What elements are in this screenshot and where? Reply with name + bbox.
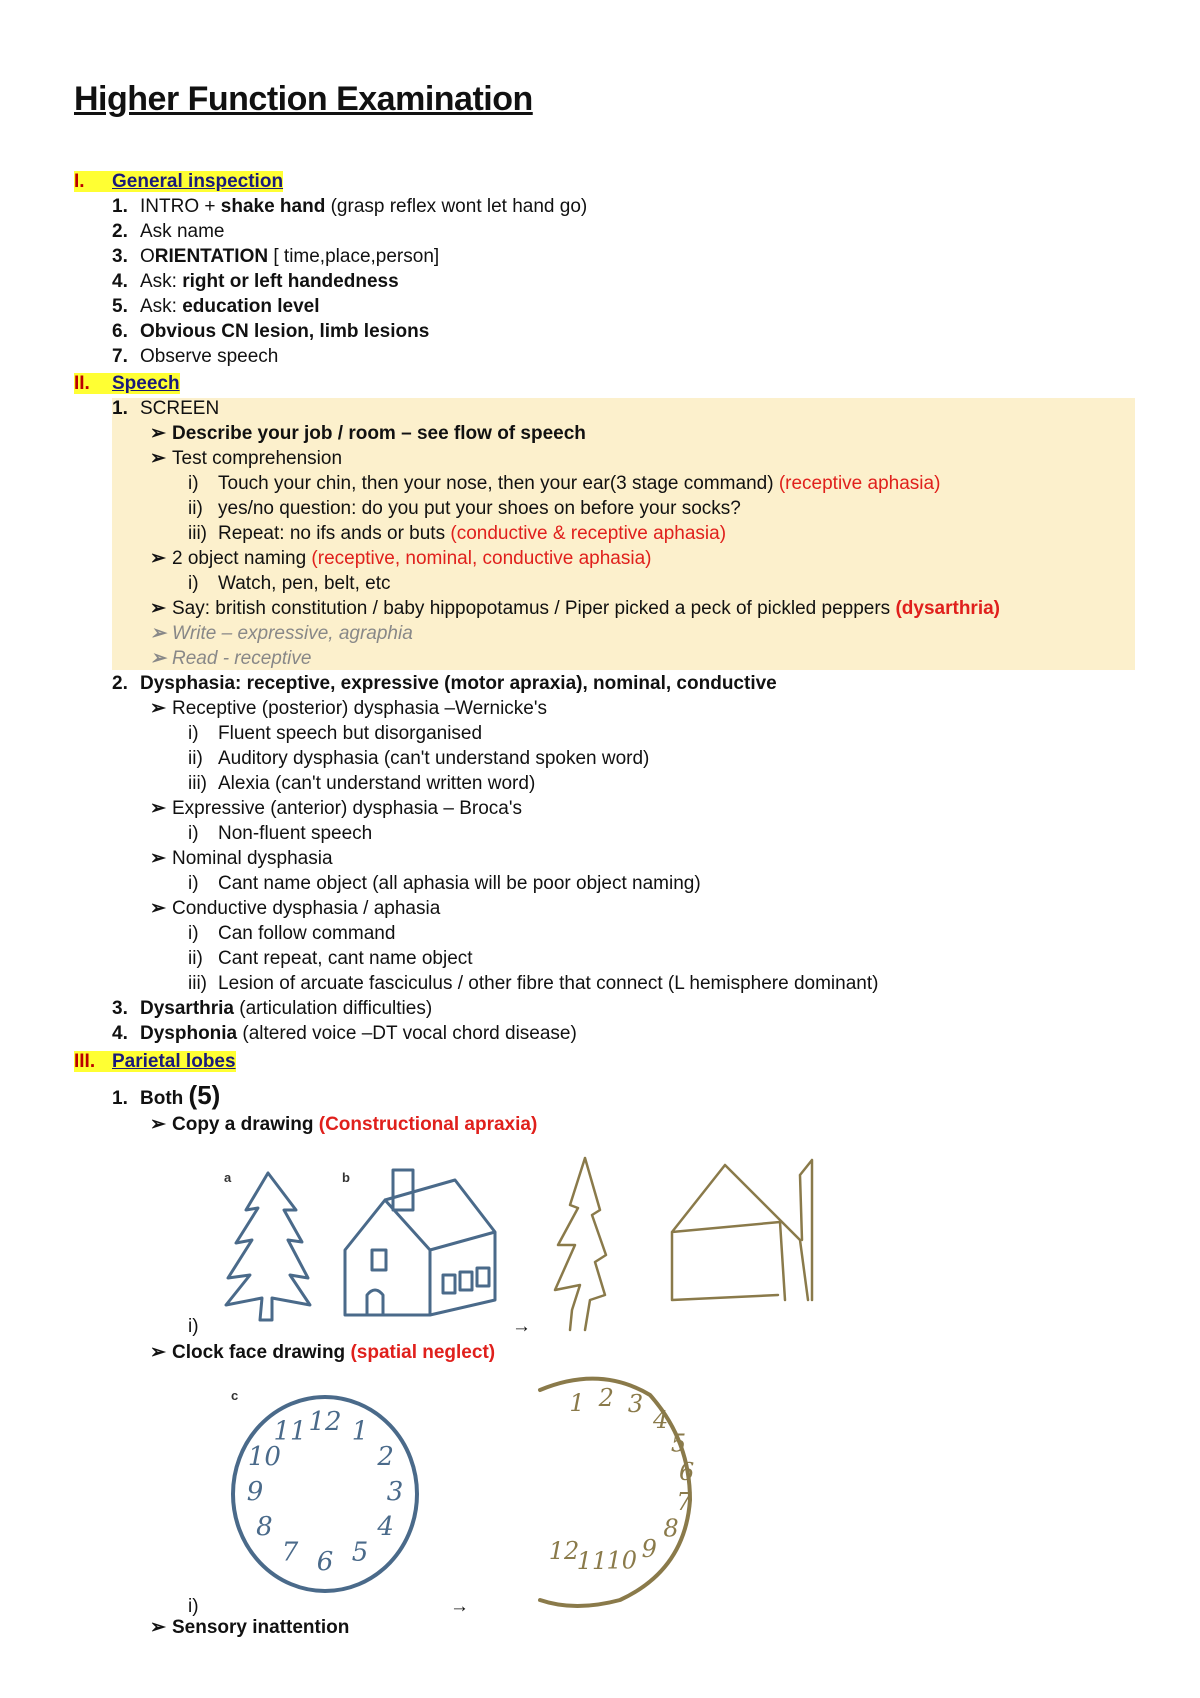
arrow-bullet-icon: ➢ <box>150 1617 166 1638</box>
clock-digit: 6 <box>678 1458 695 1487</box>
arrow-bullet-icon: ➢ <box>150 623 166 644</box>
clock-digit: 4 <box>652 1405 669 1434</box>
right-arrow-icon: → <box>450 1596 469 1617</box>
clock-digit: 10 <box>247 1442 281 1472</box>
arrow-bullet-icon: ➢ <box>150 598 166 619</box>
clock-digit: 9 <box>246 1477 264 1507</box>
section-heading-speech: II. Speech <box>74 373 180 394</box>
clock-digit: 5 <box>351 1537 369 1568</box>
section-heading-general: I. General inspection <box>74 171 284 192</box>
bullet-item: ➢ Write – expressive, agraphia <box>150 623 413 644</box>
sub-item: i) Touch your chin, then your nose, then your ear(3 stage command) (receptive aphasia) <box>188 473 941 494</box>
clock-digit: 1 <box>351 1416 369 1447</box>
clock-digit: 11 <box>576 1547 608 1575</box>
sub-item: ii) Auditory dysphasia (can't understand spoken word) <box>188 748 650 769</box>
list-item: 2. Ask name <box>112 221 225 242</box>
bullet-item: ➢ Describe your job / room – see flow of speech <box>150 423 586 444</box>
sub-item: i) Cant name object (all aphasia will be poor object naming) <box>188 873 701 894</box>
arrow-bullet-icon: ➢ <box>150 1114 166 1135</box>
sub-item: iii) Lesion of arcuate fasciculus / other fibre that connect (L hemisphere dominant) <box>188 973 879 994</box>
sub-item: i) Non-fluent speech <box>188 823 373 844</box>
clock-digit: 5 <box>670 1429 687 1458</box>
figure-label-a: a <box>224 1170 232 1185</box>
list-item: 3. Dysarthria (articulation difficulties) <box>112 998 433 1019</box>
list-item: 6. Obvious CN lesion, limb lesions <box>112 321 430 342</box>
clock-digit: 9 <box>641 1535 657 1563</box>
list-item: 3. ORIENTATION [ time,place,person] <box>112 246 440 267</box>
bullet-item: ➢ 2 object naming (receptive, nominal, conductive aphasia) <box>150 548 652 569</box>
list-item: 4. Ask: right or left handedness <box>112 271 399 292</box>
clock-digit: 2 <box>598 1384 614 1412</box>
clock-digit: 3 <box>627 1389 644 1418</box>
bullet-item: ➢ Sensory inattention <box>150 1617 350 1638</box>
bullet-item: ➢ Clock face drawing (spatial neglect) <box>150 1342 496 1363</box>
bullet-item: ➢ Copy a drawing (Constructional apraxia) <box>150 1114 538 1135</box>
clock-digit: 7 <box>676 1487 692 1516</box>
list-item: 1. SCREEN <box>112 398 220 419</box>
figure-label-c: c <box>231 1388 239 1403</box>
clock-digit: 12 <box>548 1537 580 1565</box>
sub-item: iii) Repeat: no ifs ands or buts (conductive & receptive aphasia) <box>188 523 727 544</box>
arrow-bullet-icon: ➢ <box>150 798 166 819</box>
arrow-bullet-icon: ➢ <box>150 448 166 469</box>
arrow-bullet-icon: ➢ <box>150 698 166 719</box>
arrow-bullet-icon: ➢ <box>150 423 166 444</box>
sub-item: ii) Cant repeat, cant name object <box>188 948 473 969</box>
clock-digit: 7 <box>281 1537 299 1568</box>
arrow-bullet-icon: ➢ <box>150 898 166 919</box>
section-heading-parietal: III. Parietal lobes <box>74 1051 236 1072</box>
clock-digit: 3 <box>386 1477 404 1507</box>
bullet-item: ➢ Receptive (posterior) dysphasia –Wernicke's <box>150 698 547 719</box>
arrow-bullet-icon: ➢ <box>150 648 166 669</box>
clock-digit: 12 <box>308 1407 342 1437</box>
clock-digit: 4 <box>377 1512 394 1542</box>
bullet-item: ➢ Nominal dysphasia <box>150 848 333 869</box>
clock-digit: 1 <box>569 1388 585 1417</box>
arrow-bullet-icon: ➢ <box>150 548 166 569</box>
clock-digit: 8 <box>256 1512 273 1542</box>
list-item: 2. Dysphasia: receptive, expressive (motor apraxia), nominal, conductive <box>112 673 777 694</box>
list-item: 1. INTRO + shake hand (grasp reflex wont let hand go) <box>112 196 588 217</box>
sub-item: i) Can follow command <box>188 923 396 944</box>
clock-digit: 8 <box>663 1514 679 1543</box>
sub-item: ii) yes/no question: do you put your shoes on before your socks? <box>188 498 741 519</box>
list-item: 4. Dysphonia (altered voice –DT vocal chord disease) <box>112 1023 577 1044</box>
clock-digit: 11 <box>273 1416 307 1447</box>
page-title: Higher Function Examination <box>74 80 533 118</box>
clock-digit: 10 <box>606 1546 638 1575</box>
clock-digit: 2 <box>377 1442 394 1472</box>
right-arrow-icon: → <box>512 1316 531 1337</box>
figure-label-b: b <box>342 1170 350 1185</box>
sub-item: i) Watch, pen, belt, etc <box>188 573 391 594</box>
list-item: 1. Both (5) <box>112 1080 221 1110</box>
sub-item: iii) Alexia (can't understand written word) <box>188 773 536 794</box>
bullet-item: ➢ Test comprehension <box>150 448 343 469</box>
arrow-bullet-icon: ➢ <box>150 848 166 869</box>
list-item: 5. Ask: education level <box>112 296 320 317</box>
bullet-item: ➢ Say: british constitution / baby hippopotamus / Piper picked a peck of pickled peppers (dysarthria) <box>150 598 1000 619</box>
bullet-item: ➢ Conductive dysphasia / aphasia <box>150 898 441 919</box>
sub-item: i) Fluent speech but disorganised <box>188 723 483 744</box>
figure-roman-label: i) <box>188 1596 199 1617</box>
bullet-item: ➢ Expressive (anterior) dysphasia – Broca's <box>150 798 522 819</box>
bullet-item: ➢ Read - receptive <box>150 648 312 669</box>
list-item: 7. Observe speech <box>112 346 279 367</box>
figure-roman-label: i) <box>188 1316 199 1337</box>
clock-digit: 6 <box>316 1547 334 1577</box>
arrow-bullet-icon: ➢ <box>150 1342 166 1363</box>
